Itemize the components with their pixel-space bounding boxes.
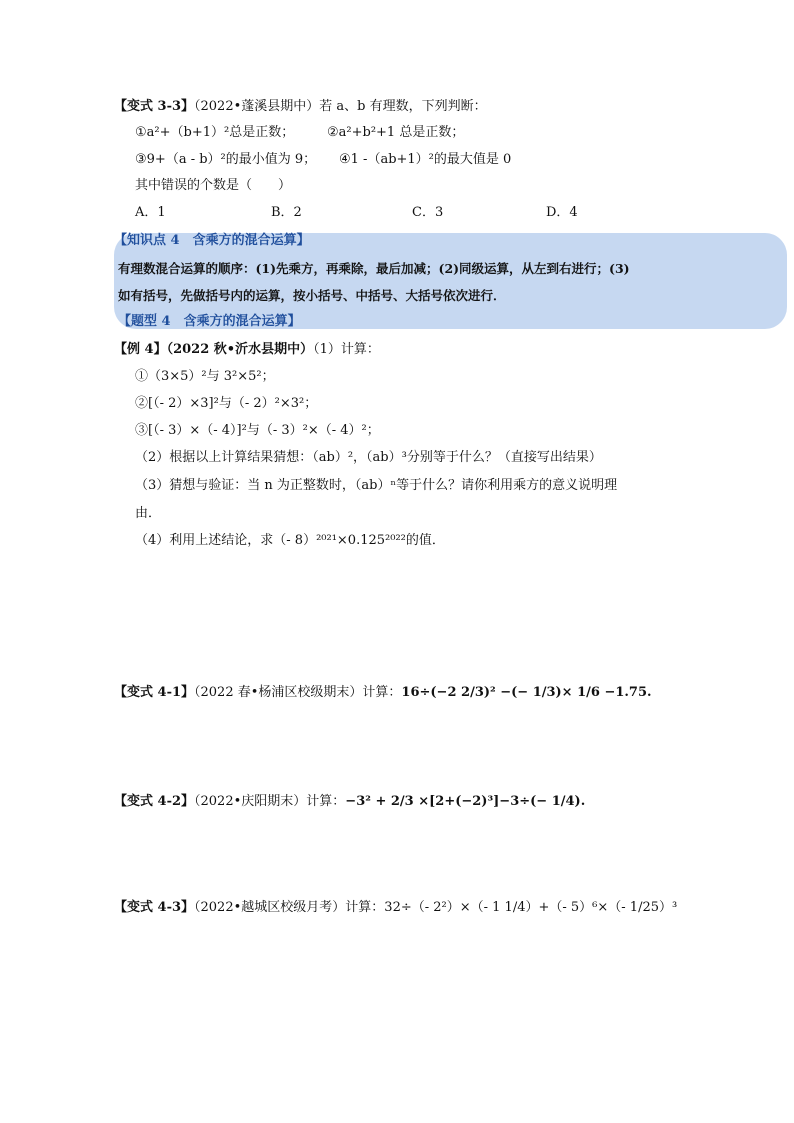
q42-source: （2022•庆阳期末） — [194, 794, 307, 809]
ex4-part4: （4）利用上述结论，求（- 8）²⁰²¹×0.125²⁰²²的值． — [135, 533, 445, 548]
ex4-part2: （2）根据以上计算结果猜想：（ab）²，（ab）³分别等于什么？（直接写出结果） — [135, 450, 602, 465]
ex4-row-2: ②[（- 2）×3]²与（- 2）²×3²； — [135, 396, 318, 411]
q41-tag: 【变式 4-1】 — [114, 685, 195, 700]
q41-source: （2022 春•杨浦区校级期末） — [194, 685, 363, 700]
q33-statement-3: ③9+（a - b）²的最小值为 9； — [135, 152, 317, 167]
q42-expression: −3² + 2/3 ×[2+(−2)³]−3÷(− 1/4). — [345, 794, 586, 809]
q41-line — [114, 684, 652, 702]
ex4-stem-line — [114, 341, 380, 359]
ex4-row-3: ③[（- 3）×（- 4）]²与（- 3）²×（- 4）²； — [135, 423, 380, 438]
q43-expression: 32÷（- 2²）×（- 1 1/4）+（- 5）⁶×（- 1/25）³ — [384, 900, 678, 915]
q33-statement-4: ④1 -（ab+1）²的最大值是 0 — [339, 152, 512, 167]
q43-lead: 计算： — [345, 900, 385, 915]
q33-source: （2022•蓬溪县期中） — [194, 99, 320, 114]
q33-option-a: A．1 — [135, 205, 166, 220]
ex4-part3b: 由． — [135, 506, 162, 521]
q33-option-d: D．4 — [546, 205, 578, 220]
q43-source: （2022•越城区校级月考） — [194, 900, 346, 915]
q41-expression: 16÷(−2 2/3)² −(− 1/3)× 1/6 −1.75. — [401, 685, 652, 700]
ex4-part3a: （3）猜想与验证：当 n 为正整数时，（ab）ⁿ等于什么？请你利用乘方的意义说明理 — [135, 478, 618, 493]
q33-statement-2: ②a²+b²+1 总是正数； — [327, 125, 465, 140]
q42-lead: 计算： — [306, 794, 346, 809]
knowledge-line-1: 有理数混合运算的顺序：(1)先乘方，再乘除，最后加减；(2)同级运算，从左到右进行；(3) — [118, 261, 630, 276]
q33-stem-line — [114, 98, 487, 116]
q33-tag: 【变式 3-3】 — [114, 99, 195, 114]
q33-statement-1: ①a²+（b+1）²总是正数； — [135, 125, 295, 140]
q33-option-c: C．3 — [412, 205, 444, 220]
ex4-part1: （1）计算： — [313, 342, 380, 357]
q41-lead: 计算： — [362, 685, 402, 700]
q43-tag: 【变式 4-3】 — [114, 900, 195, 915]
q33-question: 其中错误的个数是（ ） — [135, 178, 292, 193]
knowledge-line-2: 如有括号，先做括号内的运算，按小括号、中括号、大括号依次进行． — [118, 288, 506, 303]
type-title: 【题型 4 含乘方的混合运算】 — [118, 314, 301, 329]
q43-line — [114, 899, 677, 917]
q42-tag: 【变式 4-2】 — [114, 794, 195, 809]
q33-option-b: B．2 — [271, 205, 302, 220]
ex4-source: （2022 秋•沂水县期中） — [166, 342, 314, 357]
knowledge-title: 【知识点 4 含乘方的混合运算】 — [114, 233, 310, 248]
ex4-tag: 【例 4】 — [114, 342, 167, 357]
q42-line — [114, 793, 585, 811]
ex4-row-1: ①（3×5）²与 3²×5²； — [135, 369, 275, 384]
q33-stem: 若 a、b 有理数，下列判断： — [319, 99, 487, 114]
